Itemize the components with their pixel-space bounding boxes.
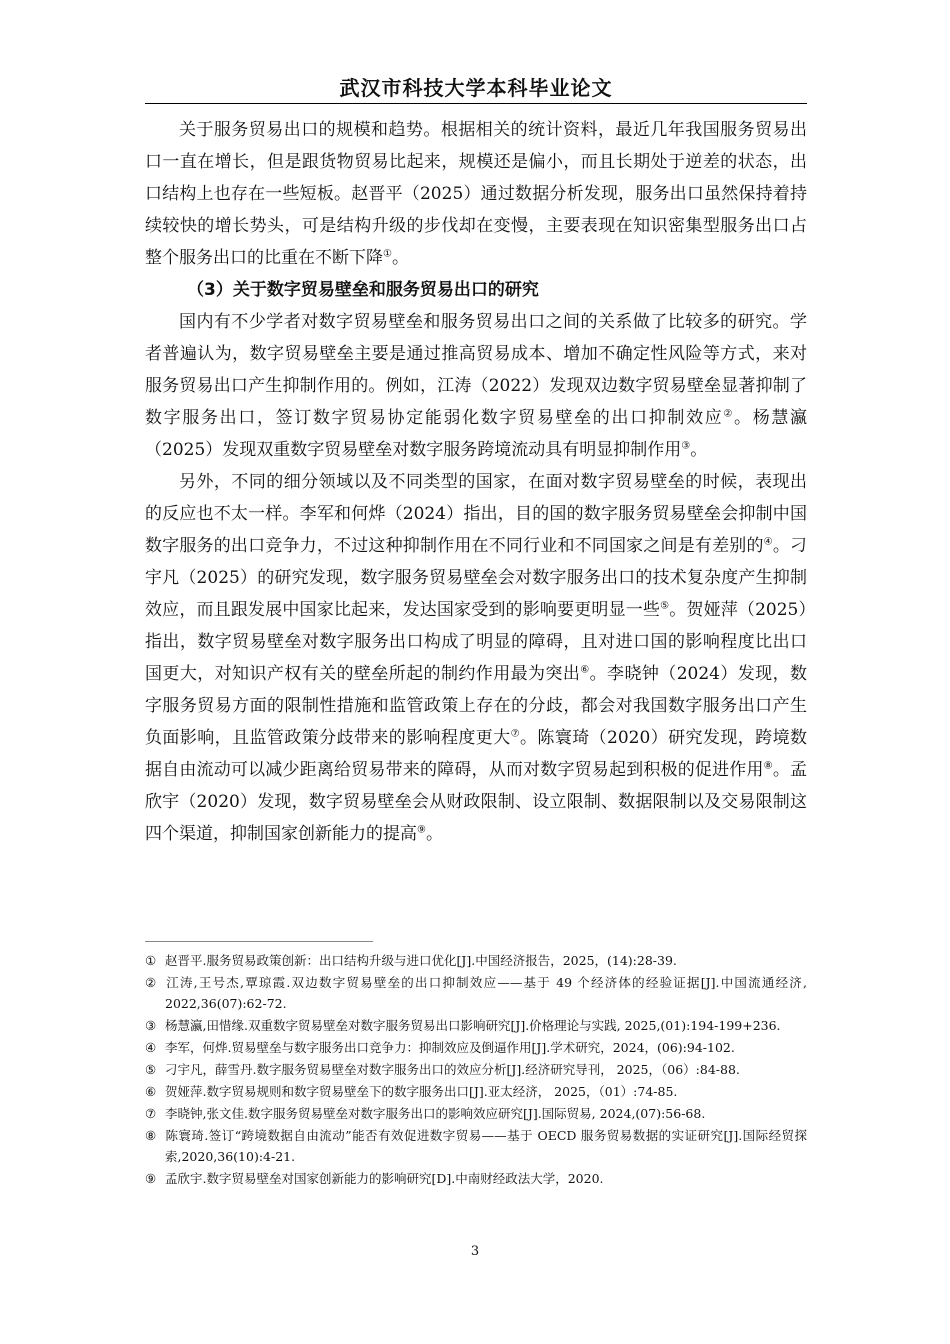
- footnote-item: [145, 1037, 807, 1058]
- footnote-item: [145, 1015, 807, 1036]
- footnote-ref[interactable]: ⑧: [763, 760, 773, 772]
- footnote-mark: ①: [145, 953, 157, 968]
- footnote-item: [145, 1168, 807, 1189]
- footnote-text: 李军，何烨.贸易壁垒与数字服务出口竞争力：抑制效应及倒逼作用[J].学术研究，2024，(06):94-102.: [165, 1040, 735, 1055]
- footnote-ref[interactable]: ⑦: [510, 728, 520, 740]
- footnote-text: 刁宇凡，薛雪丹.数字服务贸易壁垒对数字服务出口的效应分析[J].经济研究导刊， 2025，（06）:84-88.: [165, 1062, 740, 1077]
- section-heading: （3）关于数字贸易壁垒和服务贸易出口的研究: [187, 280, 539, 300]
- footnote-text: 杨慧瀛,田惜缘.双重数字贸易壁垒对数字服务贸易出口影响研究[J].价格理论与实践, 2025,(01):194-199+236.: [165, 1018, 781, 1033]
- footnote-mark: ⑥: [145, 1084, 157, 1099]
- paragraph-text: 。: [690, 440, 708, 460]
- footnote-text: 李晓钟,张文佳.数字服务贸易壁垒对数字服务出口的影响效应研究[J].国际贸易, 2024,(07):56-68.: [165, 1106, 706, 1121]
- paragraph-text: 。贺娅萍（2025）指出，数字贸易壁垒对数字服务出口构成了明显的障碍，且对进口国的影响程度比出口国更大，对知识产权有关的壁垒所起的制约作用最为突出: [145, 600, 808, 684]
- paragraph-export-scale: [145, 114, 807, 274]
- footnote-item: [145, 1125, 807, 1167]
- footnote-mark: ③: [145, 1018, 157, 1033]
- paragraph-text: 。李晓钟（2024）发现，数字服务贸易方面的限制性措施和监管政策上存在的分歧，都会对我国数字服务出口产生负面影响，且监管政策分歧带来的影响程度更大: [145, 664, 808, 748]
- footnote-text: 赵晋平.服务贸易政策创新：出口结构升级与进口优化[J].中国经济报告，2025，(14):28-39.: [165, 953, 677, 968]
- paragraph-text: 另外，不同的细分领域以及不同类型的国家，在面对数字贸易壁垒的时候，表现出的反应也不太一样。李军和何烨（2024）指出，目的国的数字服务贸易壁垒会抑制中国数字服务的出口竞争力，不过这种抑制作用在不同行业和不同国家之间是有差别的: [145, 472, 807, 556]
- page-number: 3: [470, 1244, 480, 1259]
- footnote-mark: ⑤: [145, 1062, 157, 1077]
- footnote-rule: [145, 941, 373, 942]
- paragraph-text: 。孟欣宇（2020）发现，数字贸易壁垒会从财政限制、设立限制、数据限制以及交易限制这四个渠道，抑制国家创新能力的提高: [145, 760, 808, 844]
- paragraph-text: 关于服务贸易出口的规模和趋势。根据相关的统计资料，最近几年我国服务贸易出口一直在增长，但是跟货物贸易比起来，规模还是偏小，而且长期处于逆差的状态，出口结构上也存在一些短板。赵晋平（2025）通过数据分析发现，服务出口虽然保持着持续较快的增长势头，可是结构升级的步伐却在变慢，主要表现在知识密集型服务出口占整个服务出口的比重在不断下降: [145, 120, 807, 268]
- footnote-item: [145, 950, 807, 971]
- footnote-text: 贺娅萍.数字贸易规则和数字贸易壁垒下的数字服务出口[J].亚太经济， 2025，（01）:74-85.: [165, 1084, 678, 1099]
- footnote-text: 江涛,王号杰,覃琼霞.双边数字贸易壁垒的出口抑制效应——基于 49 个经济体的经验证据[J].中国流通经济, 2022,36(07):62-72.: [165, 975, 807, 1011]
- footnote-item: [145, 1103, 807, 1124]
- paragraph-text: 。杨慧瀛（2025）发现双重数字贸易壁垒对数字服务跨境流动具有明显抑制作用: [145, 408, 808, 460]
- body-text: [145, 114, 807, 850]
- footnotes: [145, 950, 807, 1190]
- footnote-item: [145, 972, 807, 1014]
- paragraph-domestic-research: [145, 306, 807, 466]
- footnote-mark: ⑧: [145, 1128, 157, 1143]
- header-rule: [145, 103, 807, 104]
- paragraph-text: 。: [425, 824, 443, 844]
- footnote-mark: ⑦: [145, 1106, 157, 1121]
- paragraph-heterogeneity: [145, 466, 807, 850]
- footnote-ref[interactable]: ②: [723, 408, 735, 420]
- footnote-ref[interactable]: ⑥: [580, 664, 590, 676]
- paragraph-text: 。刁宇凡（2025）的研究发现，数字服务贸易壁垒会对数字服务出口的技术复杂度产生抑制效应，而且跟发展中国家比起来，发达国家受到的影响要更明显一些: [145, 536, 808, 620]
- paragraph-text: 。: [391, 248, 409, 268]
- footnote-text: 孟欣宇.数字贸易壁垒对国家创新能力的影响研究[D].中南财经政法大学，2020.: [165, 1171, 604, 1186]
- page-header-title: 武汉市科技大学本科毕业论文: [339, 76, 613, 100]
- paragraph-text: 国内有不少学者对数字贸易壁垒和服务贸易出口之间的关系做了比较多的研究。学者普遍认为，数字贸易壁垒主要是通过推高贸易成本、增加不确定性风险等方式，来对服务贸易出口产生抑制作用的。例如，江涛（2022）发现双边数字贸易壁垒显著抑制了数字服务出口，签订数字贸易协定能弱化数字贸易壁垒的出口抑制效应: [145, 312, 807, 428]
- paragraph-text: 。陈寰琦（2020）研究发现，跨境数据自由流动可以减少距离给贸易带来的障碍，从而对数字贸易起到积极的促进作用: [145, 728, 808, 780]
- footnote-ref[interactable]: ④: [763, 536, 773, 548]
- footnote-item: [145, 1059, 807, 1080]
- footnote-ref[interactable]: ①: [383, 248, 392, 260]
- footnote-mark: ④: [145, 1040, 157, 1055]
- footnote-item: [145, 1081, 807, 1102]
- footnote-ref[interactable]: ⑨: [417, 824, 426, 836]
- footnote-ref[interactable]: ⑤: [660, 600, 670, 612]
- footnote-mark: ②: [145, 975, 157, 990]
- footnote-ref[interactable]: ③: [681, 440, 691, 452]
- footnote-mark: ⑨: [145, 1171, 157, 1186]
- footnote-text: 陈寰琦.签订“跨境数据自由流动”能否有效促进数字贸易——基于 OECD 服务贸易数据的实证研究[J].国际经贸探索,2020,36(10):4-21.: [165, 1128, 807, 1164]
